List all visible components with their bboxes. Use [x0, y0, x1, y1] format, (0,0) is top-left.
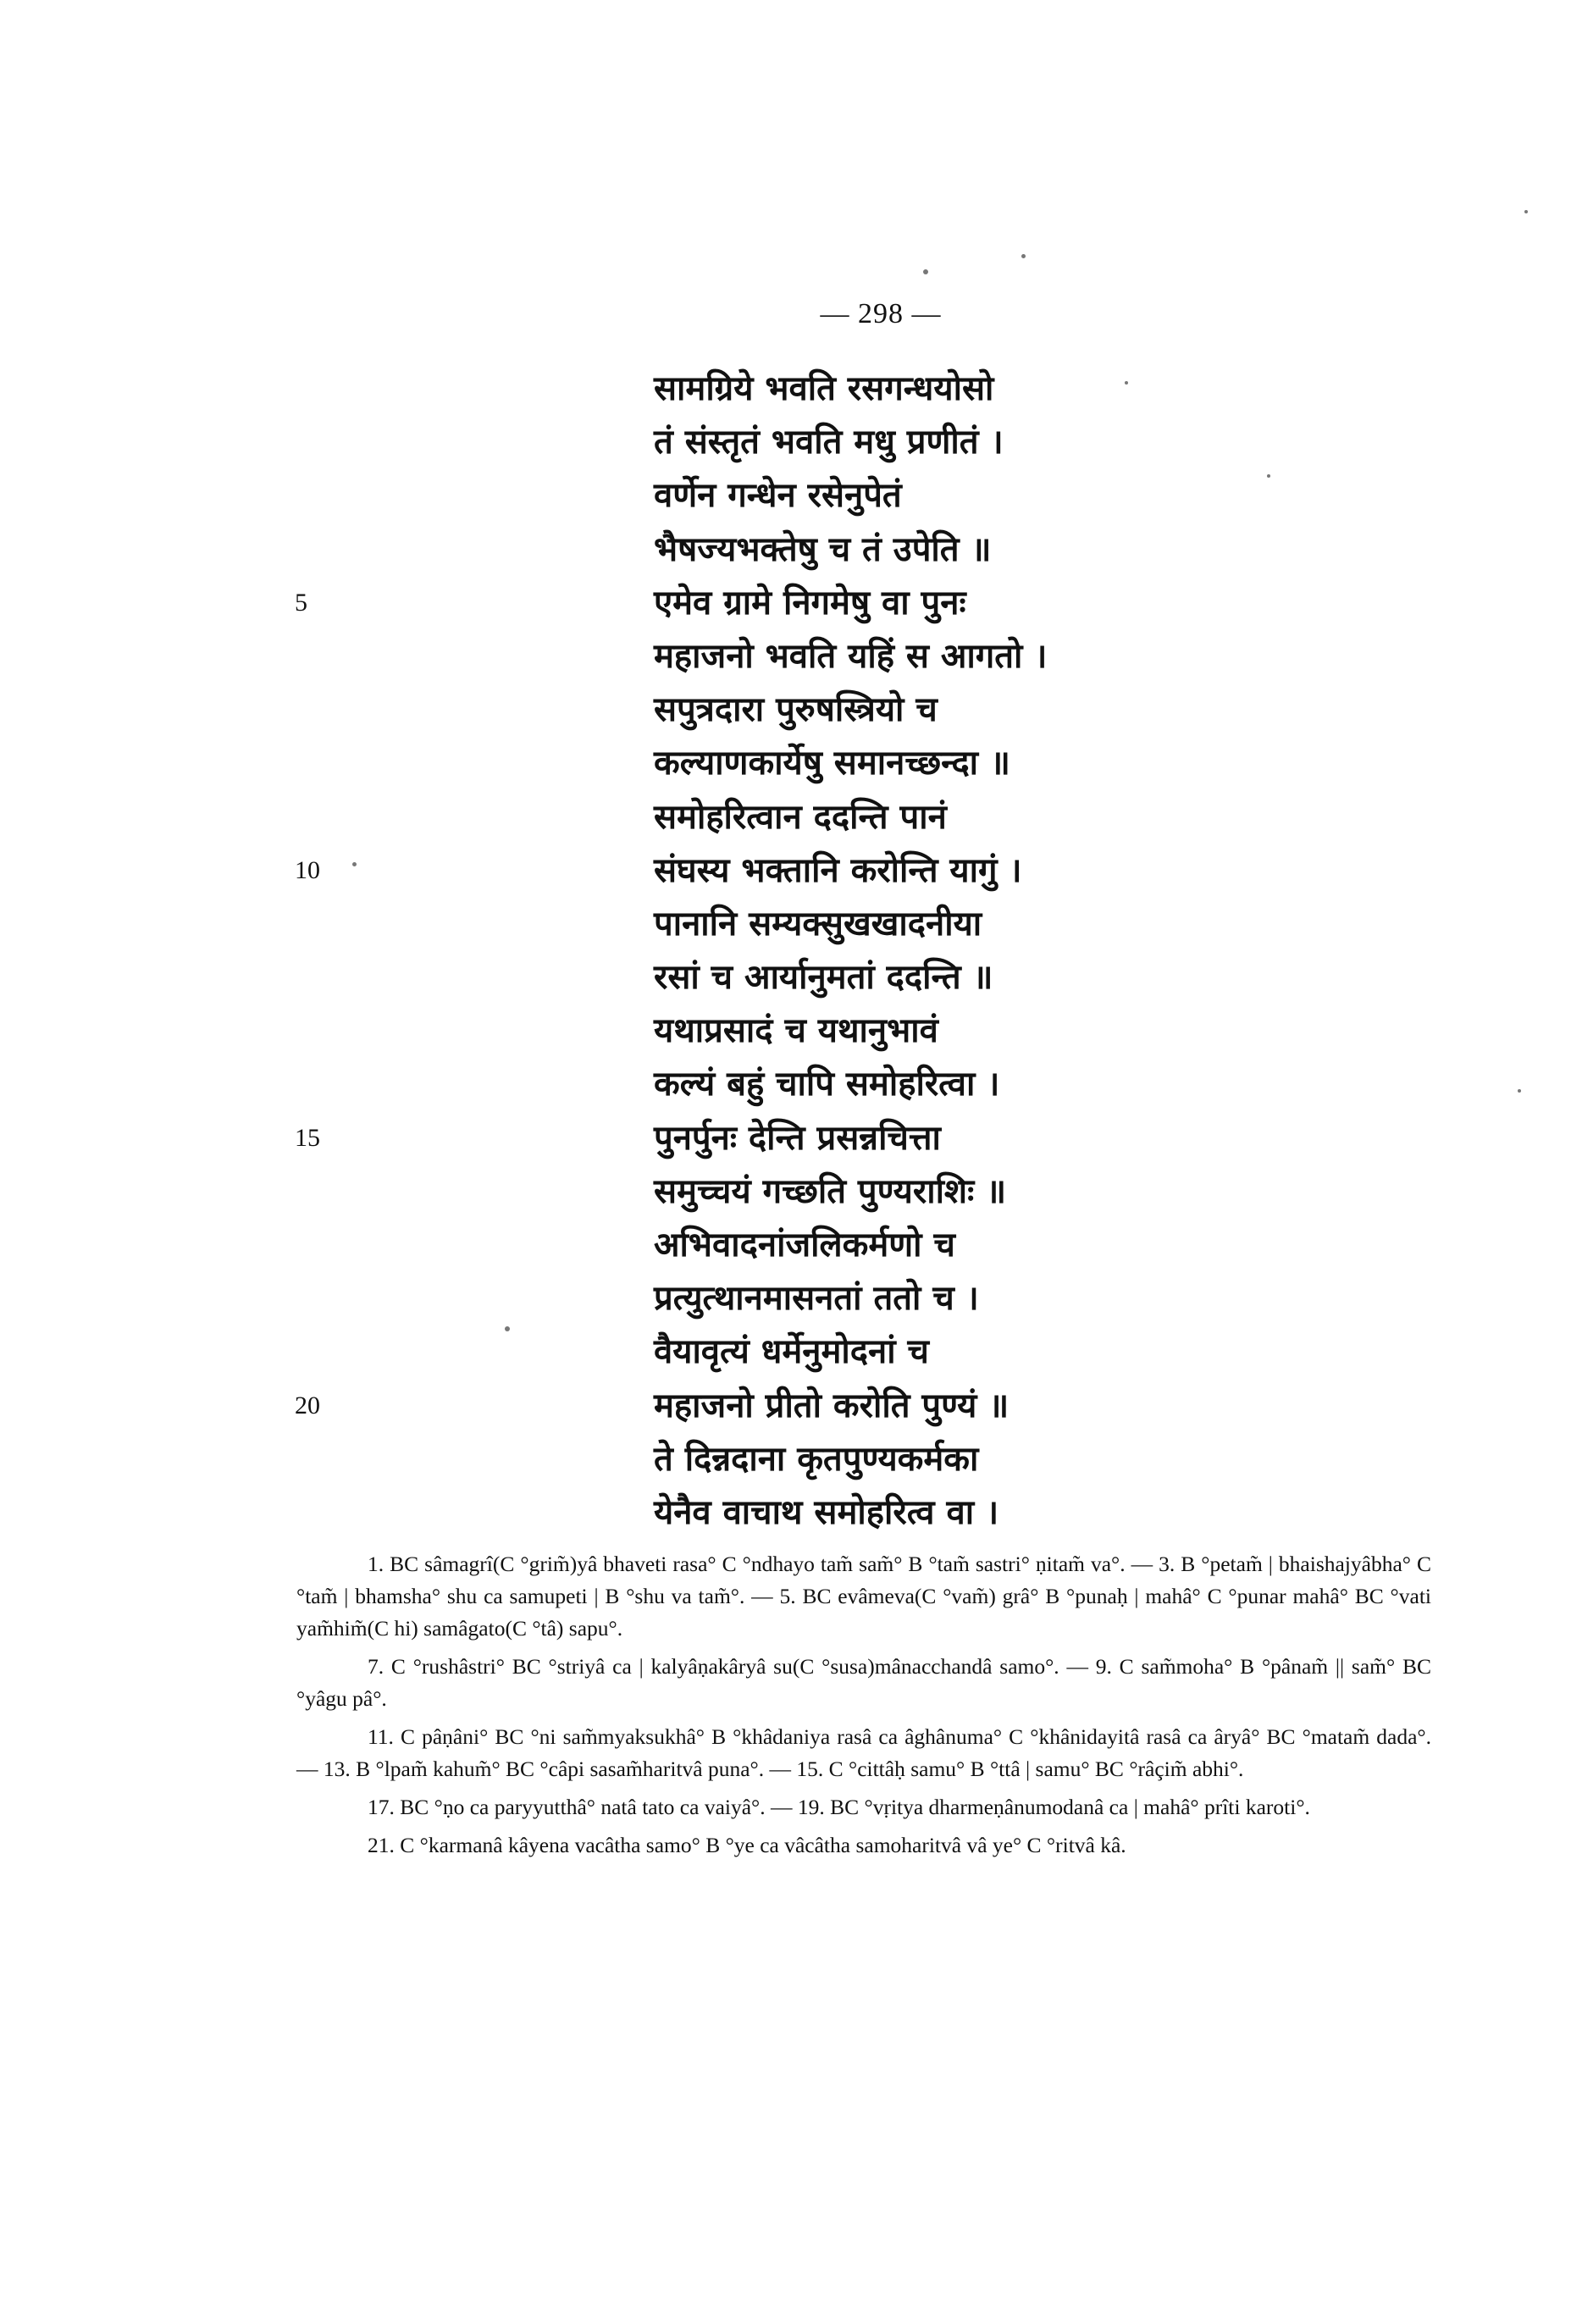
page-number: — 298 — [820, 298, 942, 329]
verse-line: भैषज्यभक्तेषु च तं उपेति ॥ [654, 529, 992, 569]
scan-speck [1021, 254, 1026, 258]
scan-speck [352, 862, 357, 866]
margin-line-number: 5 [295, 588, 307, 617]
footnote: 11. C pâṇâni° BC °ni sam̃myaksukhâ° B °khâdaniya rasâ ca âghânuma° C °khânidayitâ rasâ ca âryâ° BC °matam̃ dada°. — 13. B °lpam̃ kahum̃° BC °câpi sasam̃haritvâ puna°. — 15. C °cittâḥ samu° B °ttâ | samu° BC °râçim̃ abhi°. [296, 1724, 1431, 1781]
verse-line: एमेव ग्रामे निगमेषु वा पुनः [654, 583, 966, 622]
margin-line-number: 10 [295, 855, 320, 884]
verse-line: पुनर्पुनः देन्ति प्रसन्नचित्ता [654, 1118, 941, 1158]
verse-line: पानानि सम्यक्सुखखादनीया [654, 904, 982, 943]
verse-line: ते दिन्नदाना कृतपुण्यकर्मका [654, 1439, 979, 1479]
footnotes [296, 1548, 1431, 1868]
footnote: 7. C °rushâstri° BC °striyâ ca | kalyâṇakâryâ su(C °susa)mânacchandâ samo°. — 9. C sam̃moha° B °pânam̃ || sam̃° BC °yâgu pâ°. [296, 1654, 1431, 1711]
verse-block [654, 362, 1264, 1540]
verse-line: समुच्चयं गच्छति पुण्यराशिः ॥ [654, 1171, 1007, 1211]
verse-line: वर्णेन गन्धेन रसेनुपेतं [654, 476, 902, 516]
verse-line: तं संस्तृतं भवति मधु प्रणीतं । [654, 423, 1004, 462]
verse-line: यथाप्रसादं च यथानुभावं [654, 1011, 938, 1051]
scan-speck [1524, 210, 1528, 213]
verse-line: संघस्य भक्तानि करोन्ति यागुं । [654, 850, 1022, 890]
verse-line: सामग्रिये भवति रसगन्धयोसो [654, 369, 994, 408]
scan-speck [1267, 474, 1270, 478]
verse-line: कल्याणकार्येषु समानच्छन्दा ॥ [654, 744, 1010, 783]
footnote: 1. BC sâmagrî(C °grim̃)yâ bhaveti rasa° C °ndhayo tam̃ sam̃° B °tam̃ sastri° ṇitam̃ va°. — 3. B °petam̃ | bhaishajyâbha° C °tam̃ | bhamsha° shu ca samupeti | B °shu va tam̃°. — 5. BC evâmeva(C °vam̃) grâ° B °punaḥ | mahâ° C °punar mahâ° BC °vati yam̃him̃(C hi) samâgato(C °tâ) sapu°. [296, 1552, 1431, 1641]
margin-line-number: 15 [295, 1123, 320, 1152]
scan-speck [1125, 381, 1128, 385]
scan-speck [505, 1326, 510, 1331]
scan-speck [923, 269, 928, 274]
margin-line-number: 20 [295, 1391, 320, 1419]
verse-line: महाजनो भवति यहिं स आगतो । [654, 636, 1048, 676]
verse-line: रसां च आर्यानुमतां ददन्ति ॥ [654, 958, 993, 998]
verse-line: समोहरित्वान ददन्ति पानं [654, 797, 947, 837]
verse-line: सपुत्रदारा पुरुषस्त्रियो च [654, 690, 938, 730]
verse-line: कल्यं बहुं चापि समोहरित्वा । [654, 1065, 1000, 1104]
verse-line: येनैव वाचाथ समोहरित्व वा । [654, 1492, 999, 1532]
scan-speck [1518, 1089, 1521, 1093]
verse-line: प्रत्युत्थानमासनतां ततो च । [654, 1279, 979, 1319]
verse-line: महाजनो प्रीतो करोति पुण्यं ॥ [654, 1386, 1010, 1425]
footnote: 21. C °karmanâ kâyena vacâtha samo° B °ye ca vâcâtha samoharitvâ vâ ye° C °ritvâ kâ. [368, 1833, 1126, 1857]
verse-line: अभिवादनांजलिकर्मणो च [654, 1226, 955, 1264]
verse-line: वैयावृत्यं धर्मेनुमोदनां च [654, 1332, 929, 1372]
footnote: 17. BC °ṇo ca paryyutthâ° natâ tato ca vaiyâ°. — 19. BC °vṛitya dharmeṇânumodanâ ca | mahâ° prîti karoti°. [368, 1795, 1310, 1819]
